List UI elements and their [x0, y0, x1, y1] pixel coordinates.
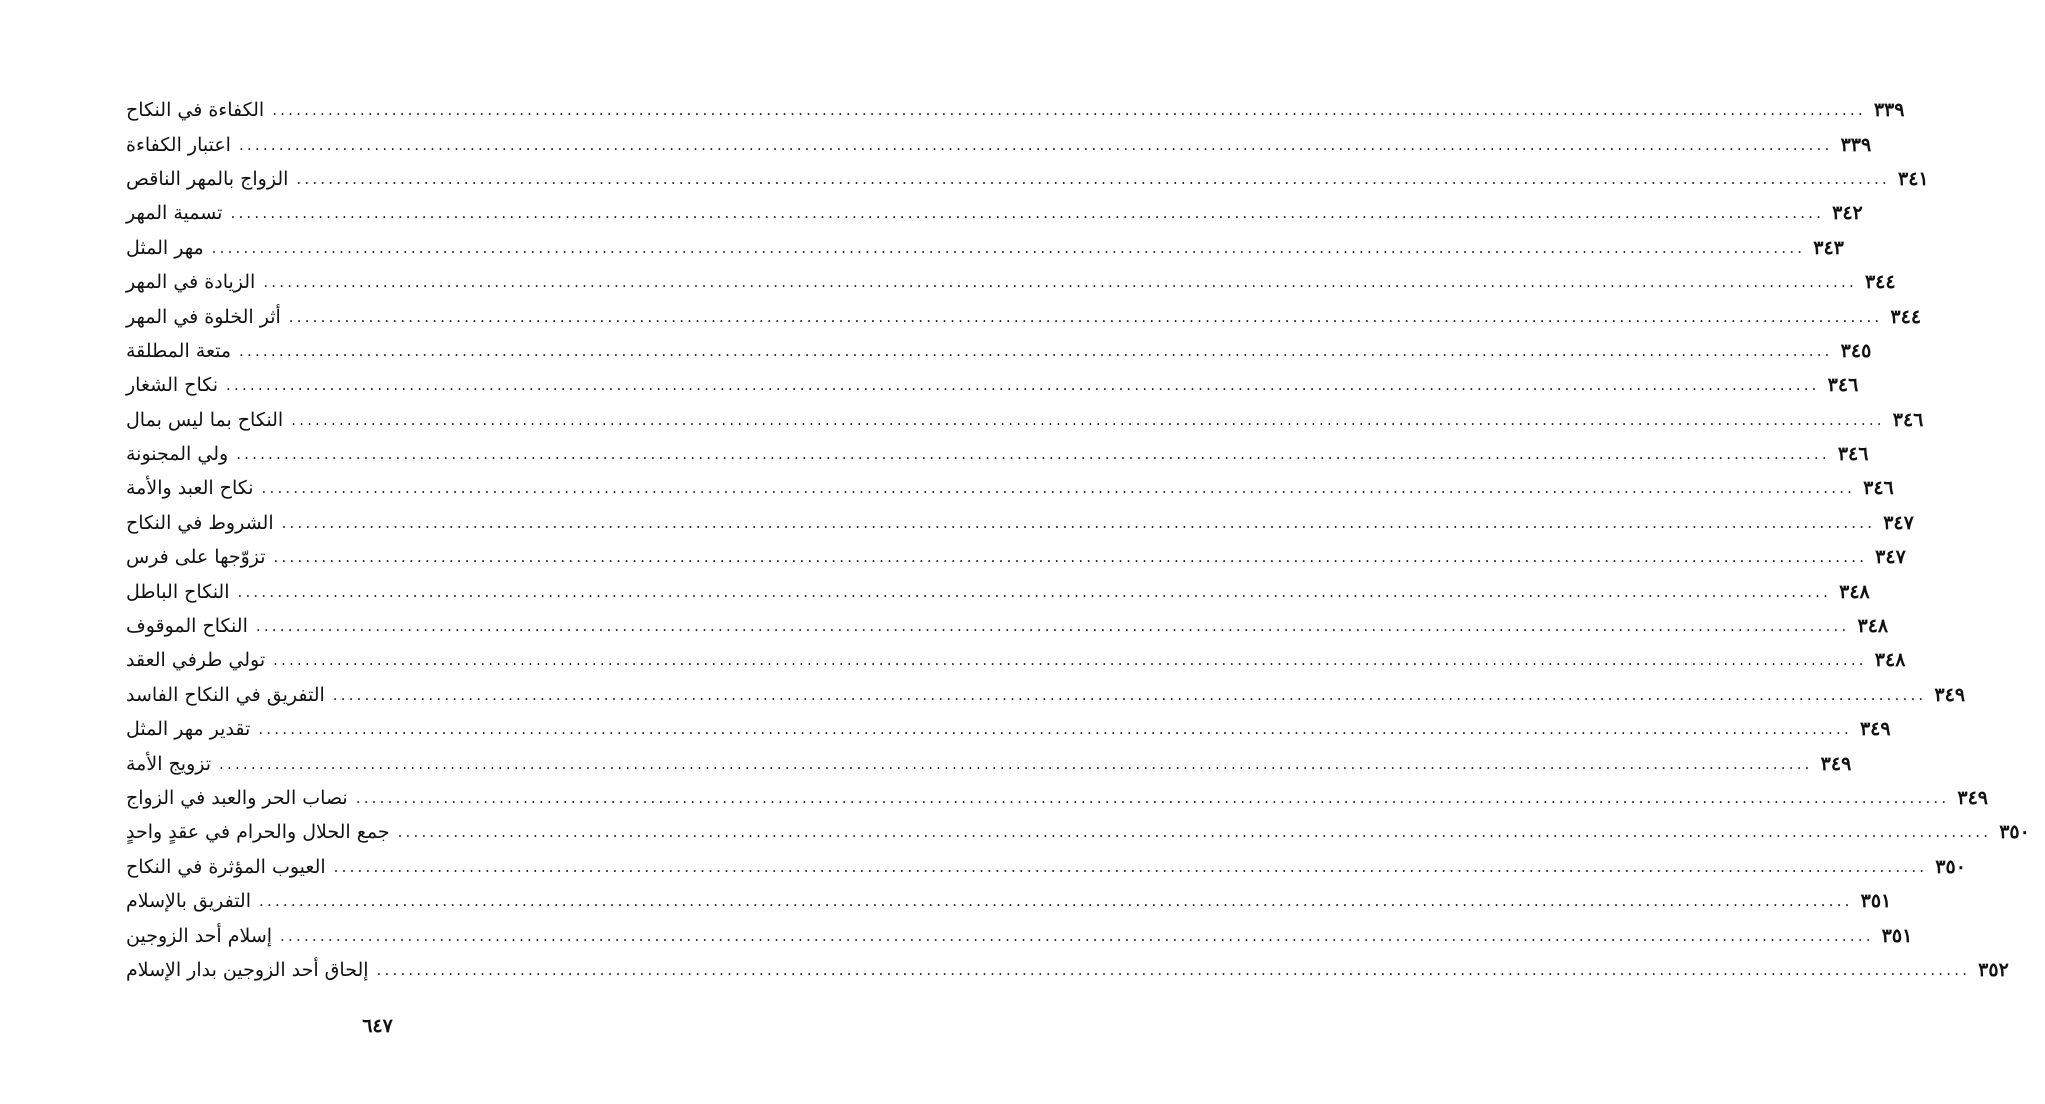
toc-entry-page-number: ٣٤٦: [1863, 477, 1894, 500]
toc-entry: [122, 471, 1894, 505]
dot-leader: ........................................................................................................................................................................................................: [280, 926, 1874, 945]
dot-leader: ........................................................................................................................................................................................................: [272, 101, 1866, 120]
dot-leader: ........................................................................................................................................................................................................: [288, 307, 1883, 326]
toc-entry: [122, 196, 1863, 230]
toc-entry-title: تقدير مهر المثل: [126, 718, 251, 741]
toc-entry-title: ولي المجنونة: [126, 443, 229, 466]
toc-entry: [122, 334, 1872, 368]
toc-entry-title: النكاح بما ليس بمال: [126, 408, 284, 431]
toc-entry: [122, 437, 1869, 471]
toc-entry: [122, 746, 1852, 780]
toc-entry-page-number: ٣٤٩: [1934, 683, 1966, 706]
dot-leader: ........................................................................................................................................................................................................: [237, 582, 1832, 601]
toc-entry-title: تولي طرفي العقد: [126, 649, 266, 672]
toc-entry: [122, 918, 1913, 952]
dot-leader: ........................................................................................................................................................................................................: [333, 857, 1928, 876]
toc-entry-title: تسمية المهر: [126, 202, 223, 225]
toc-entry: [122, 712, 1891, 746]
toc-entry-title: نصاب الحر والعبد في الزواج: [126, 787, 348, 809]
toc-entry: [122, 231, 1844, 265]
toc-entry-page-number: ٣٥١: [1881, 924, 1913, 947]
toc-entry-page-number: ٣٤٢: [1832, 202, 1863, 225]
toc-entry: [122, 127, 1872, 161]
toc-entry-title: نكاح العبد والأمة: [126, 477, 254, 500]
toc-entry: [122, 368, 1859, 402]
toc-entry-page-number: ٣٥٢: [1978, 958, 2009, 981]
dot-leader: ........................................................................................................................................................................................................: [238, 135, 1833, 154]
toc-entry: [122, 265, 1896, 299]
toc-entry-title: نكاح الشغار: [126, 374, 219, 397]
toc-entry: [122, 609, 1889, 643]
toc-entry-title: متعة المطلقة: [126, 339, 232, 362]
dot-leader: ........................................................................................................................................................................................................: [259, 892, 1853, 911]
toc-entry-title: تزويج الأمة: [126, 752, 212, 775]
dot-leader: ........................................................................................................................................................................................................: [263, 273, 1857, 292]
toc-entry-title: النكاح الباطل: [126, 580, 230, 603]
toc-entry-title: إسلام أحد الزوجين: [126, 924, 273, 947]
table-of-contents: [122, 93, 2030, 987]
toc-entry-page-number: ٣٤٦: [1892, 408, 1924, 431]
toc-entry-page-number: ٣٤٩: [1957, 787, 1988, 809]
dot-leader: ........................................................................................................................................................................................................: [376, 960, 1971, 979]
dot-leader: ........................................................................................................................................................................................................: [296, 169, 1891, 188]
footer-page-number: ٦٤٧: [362, 1015, 393, 1037]
toc-entry-page-number: ٣٤٨: [1874, 649, 1906, 672]
dot-leader: ........................................................................................................................................................................................................: [255, 617, 1850, 636]
toc-entry: [122, 403, 1924, 437]
toc-entry-page-number: ٣٤٦: [1827, 374, 1859, 397]
dot-leader: ........................................................................................................................................................................................................: [239, 341, 1833, 360]
dot-leader: ........................................................................................................................................................................................................: [258, 720, 1852, 739]
toc-entry-title: أثر الخلوة في المهر: [126, 305, 281, 328]
toc-entry: [122, 643, 1906, 677]
toc-entry-title: إلحاق أحد الزوجين بدار الإسلام: [126, 958, 369, 981]
toc-entry-page-number: ٣٤٩: [1859, 718, 1891, 741]
dot-leader: ........................................................................................................................................................................................................: [355, 789, 1950, 807]
toc-entry-title: العيوب المؤثرة في النكاح: [126, 855, 326, 878]
toc-entry: [122, 678, 1966, 712]
dot-leader: ........................................................................................................................................................................................................: [281, 513, 1876, 532]
toc-entry: [122, 162, 1929, 196]
toc-entry-page-number: ٣٤٣: [1813, 236, 1844, 259]
toc-entry-page-number: ٣٣٩: [1840, 133, 1872, 156]
toc-entry: [122, 574, 1870, 608]
toc-entry-title: التفريق بالإسلام: [126, 890, 252, 913]
dot-leader: ........................................................................................................................................................................................................: [397, 823, 1992, 842]
toc-entry: [122, 953, 2009, 987]
dot-leader: ........................................................................................................................................................................................................: [236, 445, 1830, 464]
toc-entry-page-number: ٣٤٦: [1837, 443, 1869, 466]
toc-entry-title: النكاح الموقوف: [126, 615, 248, 638]
dot-leader: ........................................................................................................................................................................................................: [273, 651, 1867, 670]
dot-leader: ........................................................................................................................................................................................................: [273, 548, 1868, 567]
toc-entry-page-number: ٣٤٨: [1839, 580, 1870, 603]
dot-leader: ........................................................................................................................................................................................................: [230, 204, 1825, 223]
toc-entry-page-number: ٣٤١: [1898, 167, 1929, 190]
dot-leader: ........................................................................................................................................................................................................: [211, 238, 1806, 257]
toc-entry-page-number: ٣٥٠: [1935, 855, 1966, 878]
toc-entry-title: الشروط في النكاح: [126, 511, 274, 534]
toc-entry: [122, 540, 1906, 574]
toc-entry-page-number: ٣٥١: [1860, 890, 1892, 913]
toc-entry: [122, 850, 1966, 884]
toc-entry: [122, 93, 1905, 127]
toc-entry: [122, 506, 1914, 540]
toc-entry-title: الكفاءة في النكاح: [126, 99, 265, 122]
toc-entry-title: الزواج بالمهر الناقص: [126, 167, 289, 190]
dot-leader: ........................................................................................................................................................................................................: [332, 685, 1927, 704]
toc-entry-page-number: ٣٤٥: [1840, 339, 1872, 362]
toc-entry-page-number: ٣٤٩: [1820, 752, 1852, 775]
toc-entry-title: الزيادة في المهر: [126, 271, 256, 294]
toc-entry-title: جمع الحلال والحرام في عقدٍ واحدٍ: [126, 821, 390, 844]
toc-entry-page-number: ٣٣٩: [1873, 99, 1905, 122]
dot-leader: ........................................................................................................................................................................................................: [226, 376, 1820, 395]
toc-entry-page-number: ٣٤٧: [1883, 511, 1914, 534]
toc-entry: [122, 815, 2030, 849]
dot-leader: ........................................................................................................................................................................................................: [261, 479, 1856, 498]
toc-entry-page-number: ٣٥٠: [1999, 821, 2030, 844]
toc-entry-page-number: ٣٤٤: [1864, 271, 1896, 294]
toc-entry: [122, 884, 1892, 918]
toc-entry-title: التفريق في النكاح الفاسد: [126, 683, 325, 706]
toc-entry: [122, 781, 1988, 815]
dot-leader: ........................................................................................................................................................................................................: [219, 754, 1813, 773]
toc-entry-title: مهر المثل: [126, 236, 204, 259]
toc-entry: [122, 299, 1922, 333]
dot-leader: ........................................................................................................................................................................................................: [291, 410, 1885, 429]
toc-entry-page-number: ٣٤٤: [1890, 305, 1922, 328]
toc-entry-title: اعتبار الكفاءة: [126, 133, 231, 156]
toc-entry-page-number: ٣٤٨: [1857, 615, 1889, 638]
toc-entry-page-number: ٣٤٧: [1875, 546, 1906, 569]
toc-entry-title: تزوّجها على فرس: [126, 546, 266, 569]
